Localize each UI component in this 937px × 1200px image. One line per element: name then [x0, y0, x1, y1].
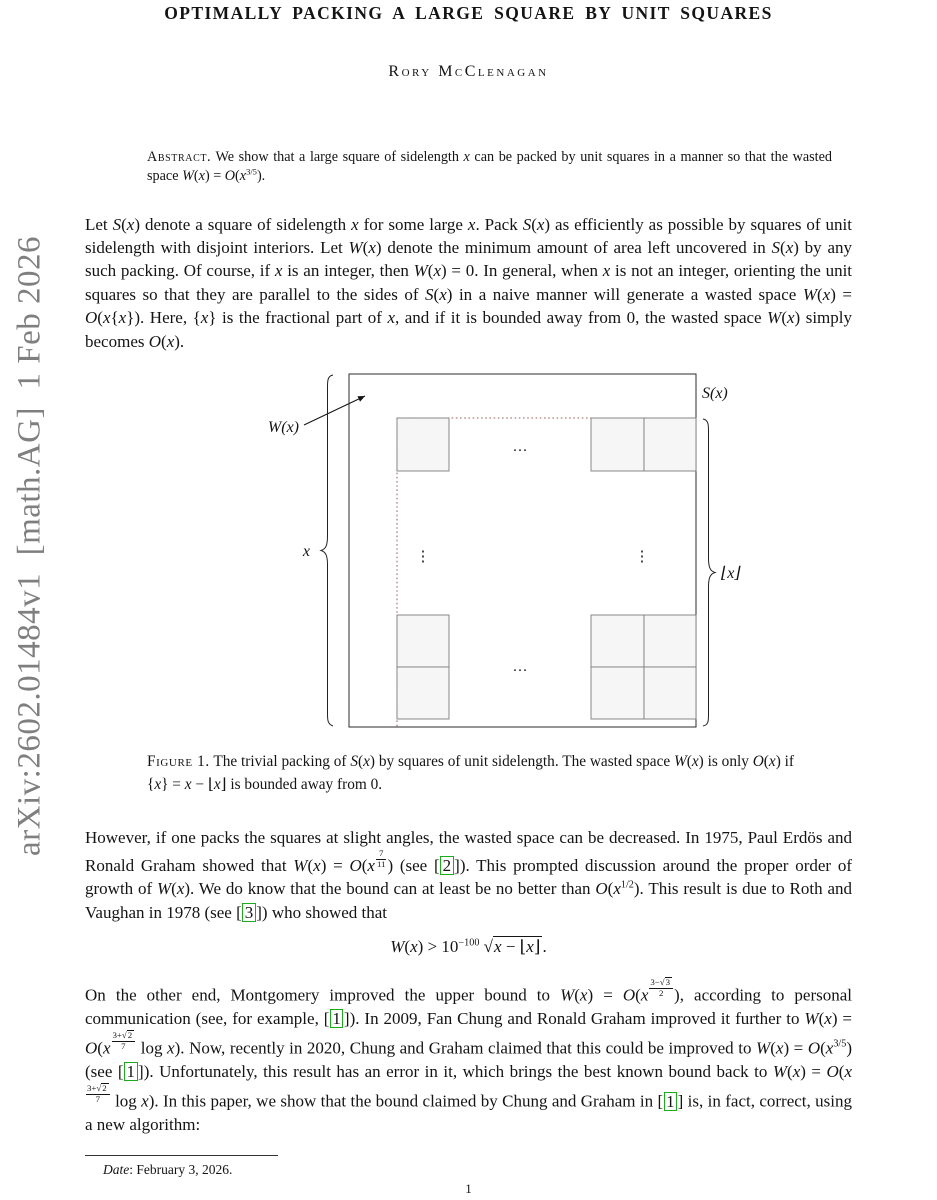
- paper-content: [85, 0, 852, 1136]
- paragraph-2: However, if one packs the squares at slight angles, the wasted space can be decreased. In 1975, Paul Erdös and Ronald Graham showed that W(x) = O(x $\frac{7}{11}$ ) (see [ 2 ]). This prompted discussion around the proper order of growth of W(x). We do know that the bound can at least be no better than $O(x^{1/2})$. This result is due to Roth and Vaughan in 1978 (see [ 3 ]) who showed that: [85, 827, 852, 922]
- unit-square: [591, 615, 644, 667]
- left-brace: [321, 375, 333, 726]
- unit-square: [644, 667, 696, 719]
- unit-squares-group: [397, 418, 696, 719]
- label-x: x: [302, 542, 310, 560]
- unit-square: [397, 667, 449, 719]
- unit-square: [591, 418, 644, 471]
- citation-3[interactable]: 3: [242, 903, 256, 922]
- figure-label: Figure 1.: [147, 752, 210, 770]
- unit-square: [397, 418, 449, 471]
- date-line: Date: February 3, 2026.: [103, 1162, 233, 1177]
- citation-1c[interactable]: 1: [664, 1092, 678, 1111]
- dots-horizontal-bottom: …: [512, 658, 528, 675]
- page-number: 1: [465, 1181, 472, 1196]
- footnote-rule: [85, 1155, 278, 1156]
- citation-2[interactable]: 2: [440, 856, 454, 875]
- citation-1[interactable]: 1: [330, 1009, 344, 1028]
- label-floor-x: ⌊x⌋: [721, 564, 741, 582]
- figure-1: [253, 369, 758, 743]
- dots-vertical-right: ⋮: [634, 548, 650, 565]
- abstract-section: Abstract. We show that a large square of sidelength x can be packed by unit squares in a manner so that the wasted space $W(x) = O(x^{3/5})$.: [147, 149, 832, 185]
- paragraph-1: Let S(x) denote a square of sidelength x for some large x. Pack S(x) as efficiently as possible by squares of unit sidelength with disjoint interiors. Let W(x) denote the minimum amount of area left uncovered in S(x) by any such packing. Of course, if x is an integer, then W(x) = 0. In general, when x is not an integer, orienting the unit squares so that they are parallel to the sides of S(x) in a naive manner will generate a wasted space W(x) = O(x{x}). Here, {x} is the fractional part of x, and if it is bounded away from 0, the wasted space W(x) simply becomes O(x).: [85, 214, 853, 351]
- dots-vertical-left: ⋮: [415, 548, 431, 565]
- label-w-of-x: W(x): [267, 418, 299, 436]
- paper-title: OPTIMALLY PACKING A LARGE SQUARE BY UNIT SQUARES: [164, 3, 773, 23]
- wasted-space-arrow: [304, 396, 365, 425]
- unit-square: [397, 615, 449, 667]
- citation-1b[interactable]: 1: [124, 1062, 138, 1081]
- right-brace: [703, 419, 715, 726]
- dots-horizontal-top: …: [512, 438, 528, 455]
- packing-diagram: [253, 369, 758, 743]
- unit-square: [591, 667, 644, 719]
- unit-square: [644, 615, 696, 667]
- paper-author: Rory McClenagan: [388, 63, 549, 80]
- unit-square: [644, 418, 696, 471]
- paragraph-3: On the other end, Montgomery improved the upper bound to W(x) = O(x $\frac{3-√3}{2}$ ), according to personal communication (see, for example, [ 1 ]). In 2009, Fan Chung and Ronald Graham improved it further to W(x) = O(x $\frac{3+√2}{7}$ log x). Now, recently in 2020, Chung and Graham claimed that this could be improved to $W(x) = O(x^{3/5})$ (see [ 1 ]). Unfortunately, this result has an error in it, which brings the best known bound back to W(x) = O(x $\frac{3+√2}{7}$ log x). In this paper, we show that the bound claimed by Chung and Graham in [ 1 ] is, in fact, correct, using a new algorithm:: [85, 977, 853, 1134]
- abstract-label: Abstract.: [147, 149, 212, 165]
- figure-caption: Figure 1. The trivial packing of S(x) by squares of unit sidelength. The wasted space W(x) is only O(x) if {x} = x − ⌊x⌋ is bounded away from 0.: [147, 752, 794, 793]
- label-s-of-x: S(x): [702, 384, 728, 402]
- display-equation: $W(x) > 10^{-100}$ √x − ⌊x⌋ .: [390, 937, 547, 957]
- arxiv-stamp: arXiv:2602.01484v1 [math.AG] 1 Feb 2026: [11, 236, 48, 856]
- date-footnote: [85, 1155, 278, 1178]
